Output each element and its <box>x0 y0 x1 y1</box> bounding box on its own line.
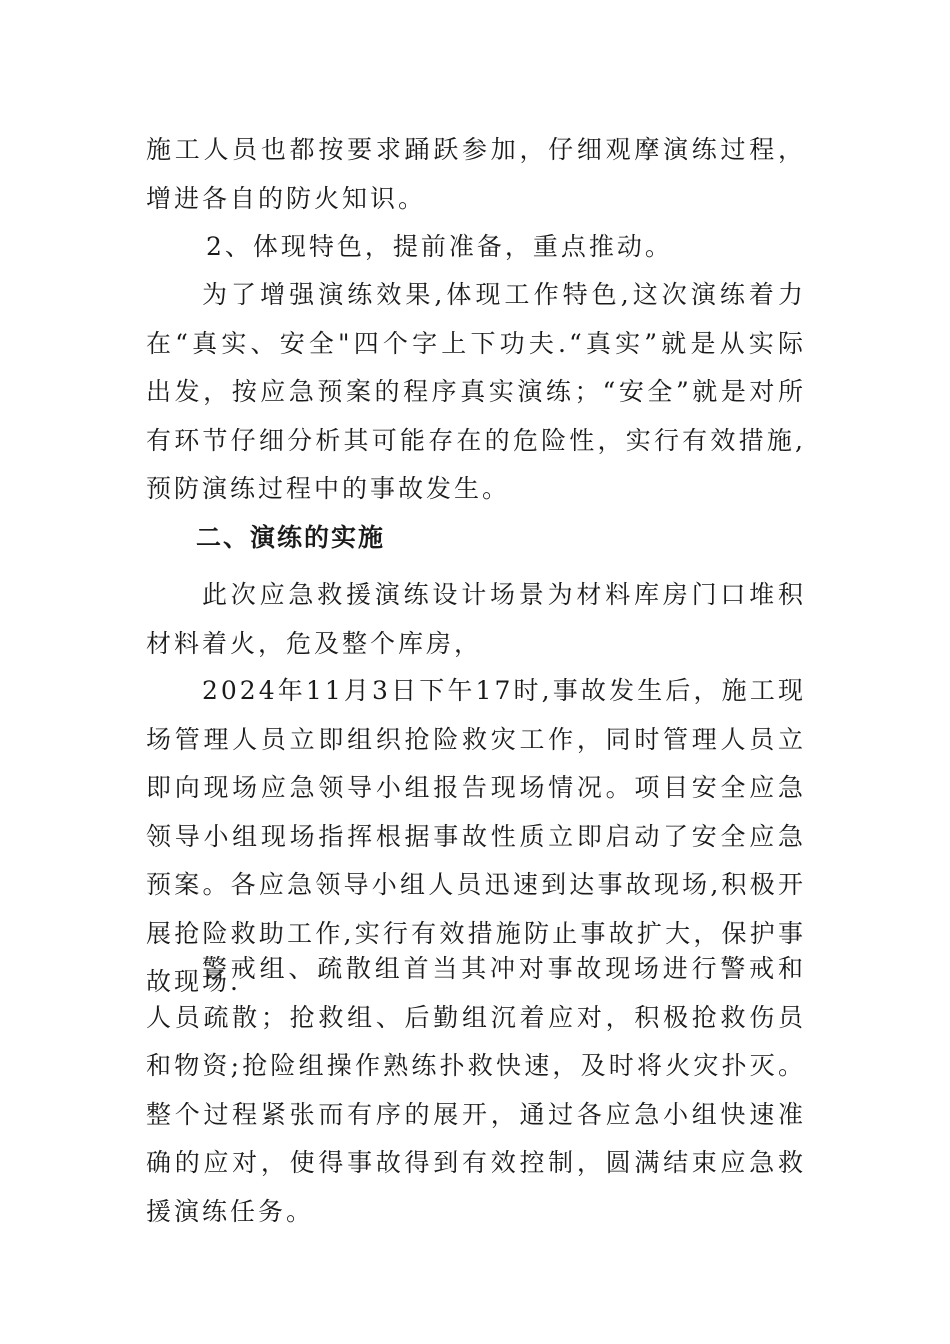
paragraph-accident: 2024年11月3日下午17时,事故发生后，施工现场管理人员立即组织抢险救灾工作，同时管理人员立即向现场应急领导小组报告现场情况。项目安全应急领导小组现场指挥根据事故性质立即启动了安全应急预案。各应急领导小组人员迅速到达事故现场,积极开展抢险救助工作,实行有效措施防止事故扩大，保护事故现场. <box>146 676 806 996</box>
paragraph-participation: 施工人员也都按要求踊跃参加，仔细观摩演练过程，增进各自的防火知识。 <box>146 135 806 213</box>
section-item-2: 2、体现特色，提前准备，重点推动。 <box>206 232 673 261</box>
paragraph-effect: 为了增强演练效果,体现工作特色,这次演练着力在“真实、安全"四个字上下功夫.“真实”就是从实际出发，按应急预案的程序真实演练；“安全”就是对所有环节仔细分析其可能存在的危险性，实行有效措施,预防演练过程中的事故发生。 <box>146 280 806 503</box>
paragraph-groups: 警戒组、疏散组首当其冲对事故现场进行警戒和人员疏散；抢救组、后勤组沉着应对，积极抢救伤员和物资;抢险组操作熟练扑救快速，及时将火灾扑灭。整个过程紧张而有序的展开，通过各应急小组快速准确的应对，使得事故得到有效控制，圆满结束应急救援演练任务。 <box>146 954 806 1226</box>
section-heading: 二、演练的实施 <box>196 523 386 552</box>
paragraph-scenario: 此次应急救援演练设计场景为材料库房门口堆积材料着火，危及整个库房， <box>146 580 806 658</box>
